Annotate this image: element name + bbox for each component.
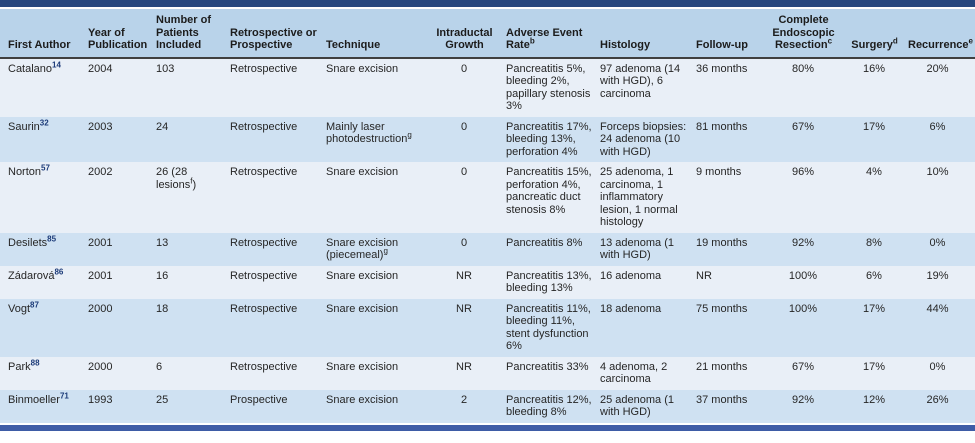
cell-intraductal-growth: 0 xyxy=(430,162,506,233)
cell-adverse-event-rate: Pancreatitis 11%, bleeding 11%, stent dysfunction 6% xyxy=(506,299,600,357)
cell-adverse-event-rate: Pancreatitis 17%, bleeding 13%, perforation 4% xyxy=(506,117,600,163)
cell-intraductal-growth: 2 xyxy=(430,390,506,423)
citation-ref[interactable]: 87 xyxy=(30,299,39,309)
col-header-design xyxy=(230,9,326,58)
col-header-first-author xyxy=(0,9,88,58)
footnote-marker: g xyxy=(383,246,388,256)
author-name: Norton xyxy=(8,166,42,178)
cell-patients xyxy=(156,117,230,163)
cell-followup: 37 months xyxy=(696,390,766,423)
col-label: Adverse Event Rate xyxy=(506,26,583,51)
footnote-marker: c xyxy=(827,36,833,46)
cell-surgery: 4% xyxy=(848,162,908,233)
cell-technique xyxy=(326,162,430,233)
col-header-followup xyxy=(696,9,766,58)
patients-count: 16 xyxy=(156,269,169,282)
author-name: Zádarová xyxy=(8,269,55,282)
col-header-recurrence xyxy=(908,9,975,58)
cell-design: Retrospective xyxy=(230,299,326,357)
technique-text: Snare excision xyxy=(326,302,399,315)
author-name: Vogt xyxy=(8,302,31,315)
patients-count: 18 xyxy=(156,302,169,315)
footnote-marker: b xyxy=(529,36,535,46)
cell-design: Prospective xyxy=(230,390,326,423)
cell-adverse-event-rate: Pancreatitis 12%, bleeding 8% xyxy=(506,390,600,423)
col-header-year xyxy=(88,9,156,58)
cell-technique xyxy=(326,117,430,163)
cell-first-author xyxy=(0,233,88,266)
cell-histology: 97 adenoma (14 with HGD), 6 carcinoma xyxy=(600,58,696,117)
technique-text: Snare excision xyxy=(326,62,399,75)
cell-resection: 92% xyxy=(766,233,848,266)
cell-adverse-event-rate: Pancreatitis 8% xyxy=(506,233,600,266)
citation-ref[interactable]: 32 xyxy=(39,117,49,127)
cell-surgery: 12% xyxy=(848,390,908,423)
author-name: Desilets xyxy=(8,236,48,249)
col-label: Histology xyxy=(600,39,651,51)
col-label: Number of Patients Included xyxy=(156,14,211,51)
cell-intraductal-growth: 0 xyxy=(430,117,506,163)
cell-intraductal-growth: NR xyxy=(430,266,506,299)
header-row xyxy=(0,9,975,58)
col-header-technique xyxy=(326,9,430,58)
citation-ref[interactable]: 86 xyxy=(54,266,64,276)
cell-design: Retrospective xyxy=(230,266,326,299)
cell-technique xyxy=(326,266,430,299)
cell-first-author xyxy=(0,299,88,357)
cell-patients xyxy=(156,233,230,266)
col-label: Technique xyxy=(326,39,381,51)
cell-patients xyxy=(156,357,230,390)
cell-recurrence: 19% xyxy=(908,266,975,299)
author-name: Catalano xyxy=(8,62,53,75)
cell-design: Retrospective xyxy=(230,357,326,390)
col-header-surgery xyxy=(848,9,908,58)
cell-patients xyxy=(156,162,230,233)
author-name: Park xyxy=(8,360,31,373)
cell-resection: 92% xyxy=(766,390,848,423)
cell-followup: 36 months xyxy=(696,58,766,117)
cell-adverse-event-rate: Pancreatitis 13%, bleeding 13% xyxy=(506,266,600,299)
cell-histology: 25 adenoma, 1 carcinoma, 1 inflammatory lesion, 1 normal histology xyxy=(600,162,696,233)
cell-histology: 18 adenoma xyxy=(600,299,696,357)
cell-recurrence: 0% xyxy=(908,357,975,390)
col-header-patients xyxy=(156,9,230,58)
cell-surgery: 17% xyxy=(848,357,908,390)
table-row-saurin xyxy=(0,117,975,163)
cell-surgery: 6% xyxy=(848,266,908,299)
technique-text: Snare excision (piecemeal) xyxy=(326,236,399,261)
patients-count: 13 xyxy=(156,236,169,249)
author-name: Saurin xyxy=(8,120,40,133)
cell-first-author xyxy=(0,266,88,299)
cell-resection: 67% xyxy=(766,357,848,390)
patients-count: 26 (28 lesions xyxy=(156,166,191,191)
cell-intraductal-growth: NR xyxy=(430,299,506,357)
col-header-adverse-event-rate xyxy=(506,9,600,58)
cell-followup: 19 months xyxy=(696,233,766,266)
citation-ref[interactable]: 88 xyxy=(30,357,40,367)
col-header-complete-endoscopic-resection xyxy=(766,9,848,58)
col-label: Intraductal Growth xyxy=(436,26,493,51)
footnote-marker: f xyxy=(190,175,193,185)
patients-count: 6 xyxy=(156,360,163,373)
footnote-marker: d xyxy=(892,36,898,46)
cell-intraductal-growth: 0 xyxy=(430,58,506,117)
cell-resection: 96% xyxy=(766,162,848,233)
cell-surgery: 17% xyxy=(848,117,908,163)
cell-year: 2000 xyxy=(88,299,156,357)
cell-resection: 80% xyxy=(766,58,848,117)
cell-patients xyxy=(156,390,230,423)
cell-followup: 75 months xyxy=(696,299,766,357)
cell-recurrence: 10% xyxy=(908,162,975,233)
ampullary-adenoma-studies-table xyxy=(0,9,975,423)
table-row-norton xyxy=(0,162,975,233)
cell-design: Retrospective xyxy=(230,117,326,163)
cell-first-author xyxy=(0,390,88,423)
cell-design: Retrospective xyxy=(230,162,326,233)
technique-text: Snare excision xyxy=(326,360,399,373)
table-row-zadarova xyxy=(0,266,975,299)
citation-ref[interactable]: 71 xyxy=(59,390,69,400)
cell-histology: 25 adenoma (1 with HGD) xyxy=(600,390,696,423)
col-header-histology xyxy=(600,9,696,58)
patients-count: 24 xyxy=(156,120,169,133)
col-label: First Author xyxy=(8,39,71,51)
cell-followup: NR xyxy=(696,266,766,299)
technique-text: Snare excision xyxy=(326,166,399,178)
cell-adverse-event-rate: Pancreatitis 33% xyxy=(506,357,600,390)
cell-year: 2004 xyxy=(88,58,156,117)
cell-technique xyxy=(326,299,430,357)
table-row-park xyxy=(0,357,975,390)
cell-technique xyxy=(326,357,430,390)
citation-ref[interactable]: 14 xyxy=(52,59,61,69)
cell-first-author xyxy=(0,357,88,390)
cell-recurrence: 6% xyxy=(908,117,975,163)
cell-first-author xyxy=(0,58,88,117)
table-bottom-border xyxy=(0,425,975,431)
cell-year: 2003 xyxy=(88,117,156,163)
cell-design: Retrospective xyxy=(230,233,326,266)
author-name: Binmoeller xyxy=(8,393,60,406)
cell-surgery: 17% xyxy=(848,299,908,357)
cell-resection: 100% xyxy=(766,299,848,357)
technique-text: Mainly laser photodestruction xyxy=(326,120,408,145)
col-label: Recurrence xyxy=(908,39,969,51)
col-label: Retrospective or Prospective xyxy=(230,26,317,51)
table-row-vogt xyxy=(0,299,975,357)
footnote-marker: e xyxy=(968,36,973,46)
cell-histology: 13 adenoma (1 with HGD) xyxy=(600,233,696,266)
cell-design: Retrospective xyxy=(230,58,326,117)
patients-count-suffix: ) xyxy=(192,178,197,191)
cell-patients xyxy=(156,299,230,357)
cell-patients xyxy=(156,58,230,117)
cell-first-author xyxy=(0,117,88,163)
cell-adverse-event-rate: Pancreatitis 15%, perforation 4%, pancreatic duct stenosis 8% xyxy=(506,162,600,233)
col-label: Follow-up xyxy=(696,39,748,51)
cell-recurrence: 20% xyxy=(908,58,975,117)
patients-count: 25 xyxy=(156,393,169,406)
col-label: Complete Endoscopic Resection xyxy=(772,14,835,51)
cell-followup: 21 months xyxy=(696,357,766,390)
cell-followup: 81 months xyxy=(696,117,766,163)
cell-year: 2000 xyxy=(88,357,156,390)
cell-technique xyxy=(326,390,430,423)
cell-patients xyxy=(156,266,230,299)
cell-year: 2001 xyxy=(88,233,156,266)
cell-technique xyxy=(326,233,430,266)
cell-recurrence: 44% xyxy=(908,299,975,357)
col-header-intraductal-growth xyxy=(430,9,506,58)
table-row-catalano xyxy=(0,58,975,117)
cell-histology: 16 adenoma xyxy=(600,266,696,299)
technique-text: Snare excision xyxy=(326,393,399,406)
cell-surgery: 16% xyxy=(848,58,908,117)
col-label: Year of Publication xyxy=(88,26,148,51)
footnote-marker: g xyxy=(407,130,412,140)
cell-technique xyxy=(326,58,430,117)
table-row-desilets xyxy=(0,233,975,266)
citation-ref[interactable]: 57 xyxy=(41,163,50,173)
cell-recurrence: 26% xyxy=(908,390,975,423)
cell-year: 2002 xyxy=(88,162,156,233)
cell-year: 2001 xyxy=(88,266,156,299)
cell-histology: Forceps biopsies: 24 adenoma (10 with HGD) xyxy=(600,117,696,163)
col-label: Surgery xyxy=(851,39,893,51)
cell-first-author xyxy=(0,162,88,233)
cell-resection: 100% xyxy=(766,266,848,299)
cell-year: 1993 xyxy=(88,390,156,423)
cell-surgery: 8% xyxy=(848,233,908,266)
cell-intraductal-growth: 0 xyxy=(430,233,506,266)
technique-text: Snare excision xyxy=(326,269,399,282)
table-top-border xyxy=(0,0,975,7)
patients-count: 103 xyxy=(156,62,175,75)
cell-followup: 9 months xyxy=(696,162,766,233)
cell-adverse-event-rate: Pancreatitis 5%, bleeding 2%, papillary stenosis 3% xyxy=(506,58,600,117)
cell-recurrence: 0% xyxy=(908,233,975,266)
cell-histology: 4 adenoma, 2 carcinoma xyxy=(600,357,696,390)
cell-resection: 67% xyxy=(766,117,848,163)
table-row-binmoeller xyxy=(0,390,975,423)
cell-intraductal-growth: NR xyxy=(430,357,506,390)
citation-ref[interactable]: 85 xyxy=(47,233,57,243)
